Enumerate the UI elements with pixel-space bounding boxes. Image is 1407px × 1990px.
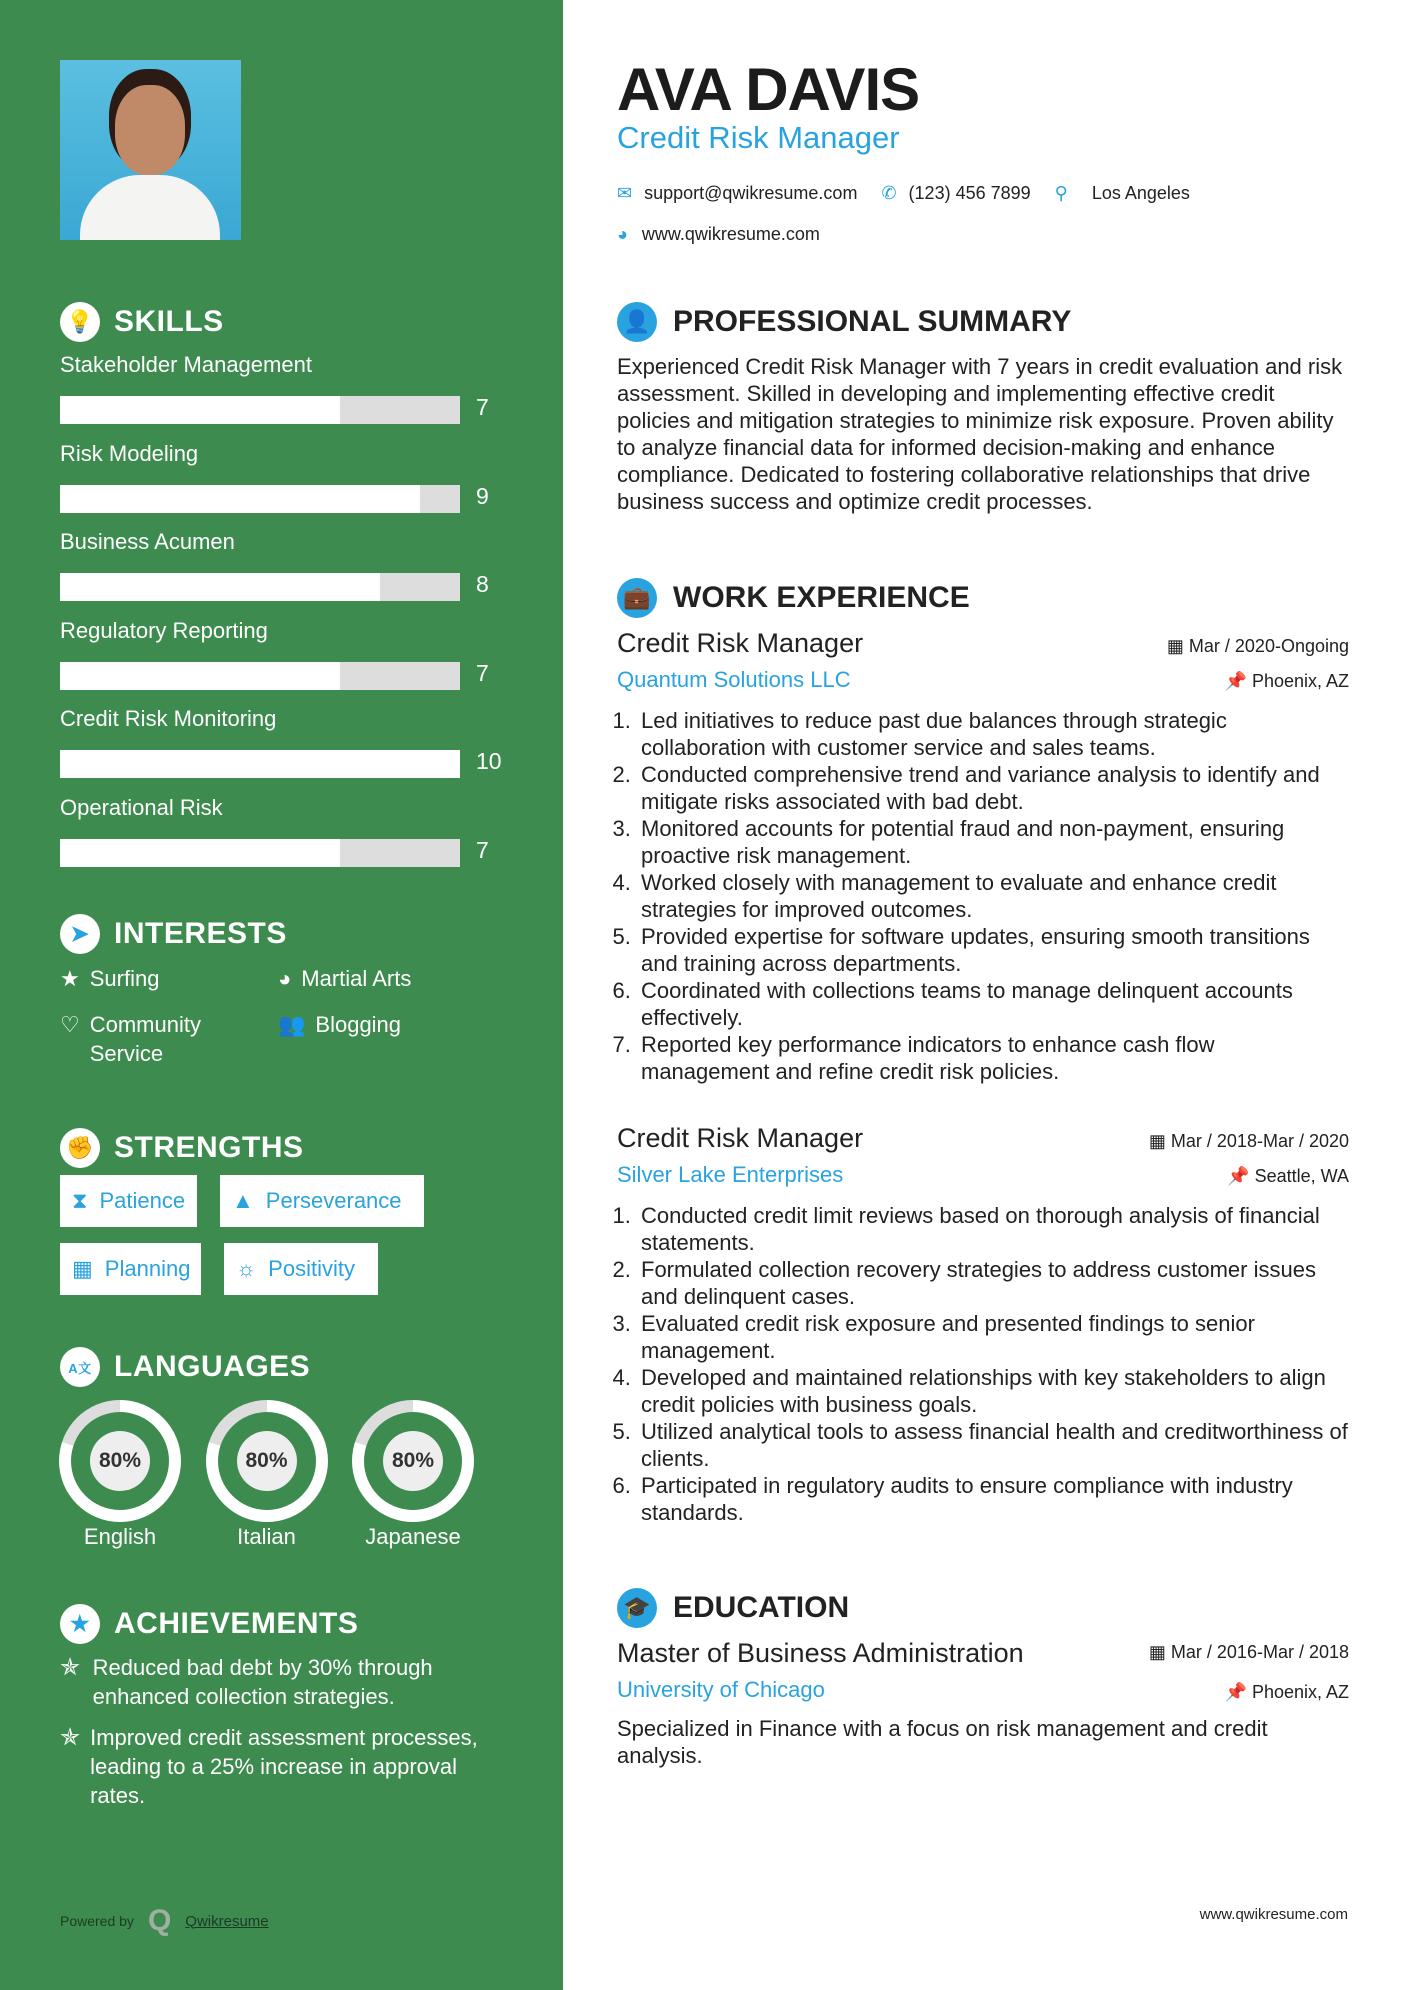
skill-item — [60, 617, 500, 686]
skill-bar-fill — [60, 662, 340, 690]
star-icon: ✯ — [60, 1654, 81, 1681]
skill-item — [60, 706, 502, 774]
powered-by-text: Powered by — [60, 1913, 134, 1929]
skill-item — [60, 352, 500, 420]
skill-item — [60, 794, 500, 863]
skill-bar — [60, 750, 460, 778]
skill-bar — [60, 485, 460, 513]
skill-bar — [60, 396, 460, 424]
job-bullet: 4. Worked closely with management to evaluate and enhance credit strategies for improved outcomes. — [637, 869, 1349, 923]
skill-label: Business Acumen — [60, 529, 235, 554]
achievement-item — [60, 1723, 500, 1810]
interest-label: Blogging — [315, 1012, 402, 1037]
skill-label: Stakeholder Management — [60, 352, 312, 377]
envelope-icon: ✉ — [617, 183, 633, 203]
contact-row — [617, 180, 1190, 207]
summary-heading-text: PROFESSIONAL SUMMARY — [673, 305, 1072, 338]
language-percent: 80% — [383, 1431, 443, 1491]
location-text: Seattle, WA — [1254, 1166, 1349, 1186]
footer-website[interactable]: www.qwikresume.com — [1199, 1906, 1348, 1923]
star-icon: ✯ — [60, 1724, 81, 1751]
achievement-item — [60, 1653, 500, 1711]
calendar-icon: ▦ — [1148, 1642, 1171, 1662]
location: Los Angeles — [1091, 183, 1190, 203]
candidate-name: AVA DAVIS — [617, 56, 920, 123]
sidebar — [0, 0, 563, 1990]
calendar-icon: ▦ — [1166, 636, 1189, 656]
dates-text: Mar / 2020-Ongoing — [1188, 636, 1349, 656]
strength-label: Perseverance — [265, 1188, 402, 1213]
strengths-heading-text: STRENGTHS — [114, 1131, 304, 1164]
job-bullet: 3. Monitored accounts for potential fraud and non-payment, ensuring proactive risk management. — [637, 815, 1349, 869]
user-icon: 👤 — [617, 302, 657, 342]
job-dates — [1149, 1131, 1349, 1152]
location-text: Phoenix, AZ — [1251, 1682, 1349, 1702]
lightbulb-icon: 💡 — [60, 302, 100, 342]
website[interactable]: www.qwikresume.com — [641, 224, 820, 244]
skill-label: Operational Risk — [60, 794, 223, 820]
job-bullet: 3. Evaluated credit risk exposure and presented findings to senior management. — [637, 1310, 1349, 1364]
skill-label: Credit Risk Monitoring — [60, 706, 277, 731]
interest-label: Surfing — [89, 966, 160, 991]
skills-heading-text: SKILLS — [114, 305, 224, 338]
graduation-icon: 🎓 — [617, 1588, 657, 1628]
strength-tag — [60, 1175, 197, 1227]
job-role: Credit Risk Manager — [617, 1123, 864, 1153]
education-entry — [617, 1638, 1349, 1769]
strength-tag — [224, 1243, 378, 1295]
interest-item — [278, 964, 411, 993]
strengths-heading — [60, 1128, 304, 1168]
job-bullet: 2. Conducted comprehensive trend and variance analysis to identify and mitigate risks associated with bad debt. — [637, 761, 1349, 815]
job-bullet: 2. Formulated collection recovery strategies to address customer issues and delinquent cases. — [637, 1256, 1349, 1310]
calendar-icon: ▦ — [1148, 1131, 1171, 1151]
degree: Master of Business Administration — [617, 1638, 1024, 1668]
star-icon: ★ — [60, 966, 80, 991]
summary-heading — [617, 302, 1071, 342]
language-donut — [59, 1400, 181, 1522]
job-role: Credit Risk Manager — [617, 628, 864, 658]
main-content — [563, 0, 1407, 1990]
users-icon: 👥 — [278, 1012, 306, 1037]
strength-label: Positivity — [268, 1256, 355, 1281]
job-bullet: 5. Utilized analytical tools to assess financial health and creditworthiness of clients. — [637, 1418, 1349, 1472]
interest-label: Martial Arts — [301, 966, 412, 991]
experience-heading-text: WORK EXPERIENCE — [673, 581, 970, 614]
achievements-heading-text: ACHIEVEMENTS — [114, 1607, 359, 1640]
skill-bar-fill — [60, 485, 420, 513]
job-bullets — [617, 707, 1349, 1085]
star-badge-icon: ★ — [60, 1604, 100, 1644]
job-bullet: 1. Conducted credit limit reviews based on thorough analysis of financial statements. — [637, 1202, 1349, 1256]
skill-bar — [60, 662, 460, 690]
strength-label: Planning — [104, 1256, 191, 1281]
paper-plane-icon: ➤ — [60, 914, 100, 954]
achievement-text: Improved credit assessment processes, leading to a 25% increase in approval rates. — [90, 1725, 478, 1808]
hourglass-icon: ⧗ — [72, 1188, 88, 1213]
skill-item — [60, 440, 500, 509]
skill-value: 7 — [476, 836, 489, 863]
job-entry — [617, 1123, 1349, 1526]
website-row — [617, 221, 820, 248]
skill-value: 7 — [476, 394, 489, 420]
job-location — [1227, 1166, 1349, 1187]
interests-heading-text: INTERESTS — [114, 917, 287, 950]
languages-heading-text: LANGUAGES — [114, 1350, 311, 1383]
skill-value: 7 — [476, 659, 489, 686]
job-location — [1225, 671, 1349, 692]
languages-heading — [60, 1347, 310, 1387]
briefcase-icon: 💼 — [617, 578, 657, 618]
skill-value: 8 — [476, 571, 489, 597]
interest-item — [278, 1010, 401, 1039]
skill-bar-fill — [60, 839, 340, 867]
pin-icon: 📌 — [1227, 1166, 1255, 1186]
company: Silver Lake Enterprises — [617, 1162, 844, 1187]
job-dates — [1167, 636, 1349, 657]
email[interactable]: support@qwikresume.com — [644, 183, 858, 203]
company: Quantum Solutions LLC — [617, 667, 851, 692]
phone-icon: ✆ — [881, 183, 897, 203]
job-bullet: 5. Provided expertise for software updates, ensuring smooth transitions and training across departments. — [637, 923, 1349, 977]
education-heading — [617, 1588, 849, 1628]
job-bullets — [617, 1202, 1349, 1526]
skill-bar-fill — [60, 573, 380, 601]
skill-value: 9 — [476, 482, 489, 509]
dates-text: Mar / 2016-Mar / 2018 — [1170, 1642, 1349, 1662]
summary-text: Experienced Credit Risk Manager with 7 years in credit evaluation and risk assessment. Skilled in developing and implementing effective credit policies and mitigation strategies to minimize risk exposure. Proven ability to analyze financial data for informed decision-making and enhance compliance. Dedicated to fostering collaborative relationships that drive business success and optimize credit processes. — [617, 354, 1343, 514]
translate-icon: A文 — [60, 1347, 100, 1387]
education-heading-text: EDUCATION — [673, 1591, 850, 1624]
skill-bar — [60, 573, 460, 601]
interests-heading — [60, 914, 287, 954]
strength-label: Patience — [99, 1188, 186, 1213]
education-dates — [1149, 1642, 1349, 1663]
job-bullet: 4. Developed and maintained relationships with key stakeholders to align credit policies with business goals. — [637, 1364, 1349, 1418]
skill-label: Regulatory Reporting — [60, 617, 268, 643]
skill-bar-fill — [60, 396, 340, 424]
job-title: Credit Risk Manager — [617, 120, 900, 155]
language-label: Japanese — [365, 1524, 461, 1549]
phone[interactable]: (123) 456 7899 — [908, 183, 1031, 203]
language-percent: 80% — [237, 1431, 297, 1491]
interest-item — [60, 964, 159, 993]
experience-heading — [617, 578, 970, 618]
job-bullet: 7. Reported key performance indicators to enhance cash flow management and refine credit risk policies. — [637, 1031, 1349, 1085]
achievements-heading — [60, 1604, 358, 1644]
pin-icon: 📌 — [1224, 671, 1252, 691]
globe-icon: ◕ — [278, 966, 292, 991]
skill-bar-fill — [60, 750, 460, 778]
dates-text: Mar / 2018-Mar / 2020 — [1170, 1131, 1349, 1151]
job-entry — [617, 628, 1349, 1085]
achievement-text: Reduced bad debt by 30% through enhanced collection strategies. — [92, 1655, 433, 1709]
interest-item — [60, 1010, 240, 1068]
skill-label: Risk Modeling — [60, 440, 199, 466]
location-text: Phoenix, AZ — [1251, 671, 1349, 691]
language-label: Italian — [237, 1524, 296, 1549]
qwikresume-logo-icon: Q — [147, 1904, 172, 1937]
education-location — [1225, 1682, 1349, 1703]
skill-bar — [60, 839, 460, 867]
map-pin-icon: ⚲ — [1054, 183, 1068, 203]
hand-icon: ♡ — [60, 1012, 80, 1037]
education-description: Specialized in Finance with a focus on risk management and credit analysis. — [617, 1716, 1268, 1768]
strength-tag — [60, 1243, 201, 1295]
skills-heading — [60, 302, 224, 342]
pin-icon: 📌 — [1224, 1682, 1252, 1702]
skill-value: 10 — [476, 748, 502, 774]
calendar-icon: ▦ — [72, 1256, 93, 1281]
language-donut — [206, 1400, 328, 1522]
strength-tag — [220, 1175, 424, 1227]
globe-icon: ◕ — [617, 224, 628, 244]
profile-photo — [60, 60, 241, 240]
school: University of Chicago — [617, 1677, 825, 1702]
language-label: English — [83, 1524, 157, 1549]
skill-item — [60, 529, 500, 597]
road-icon: ▲ — [232, 1188, 254, 1213]
fist-icon: ✊ — [60, 1128, 100, 1168]
job-bullet: 6. Coordinated with collections teams to manage delinquent accounts effectively. — [637, 977, 1349, 1031]
language-percent: 80% — [90, 1431, 150, 1491]
job-bullet: 6. Participated in regulatory audits to ensure compliance with industry standards. — [637, 1472, 1349, 1526]
language-donut — [352, 1400, 474, 1522]
sun-icon: ☼ — [236, 1256, 257, 1281]
job-bullet: 1. Led initiatives to reduce past due balances through strategic collaboration with customer service and sales teams. — [637, 707, 1349, 761]
qwikresume-link[interactable]: Qwikresume — [185, 1912, 269, 1930]
interest-label: Community Service — [89, 1012, 201, 1066]
powered-by — [60, 1904, 269, 1938]
